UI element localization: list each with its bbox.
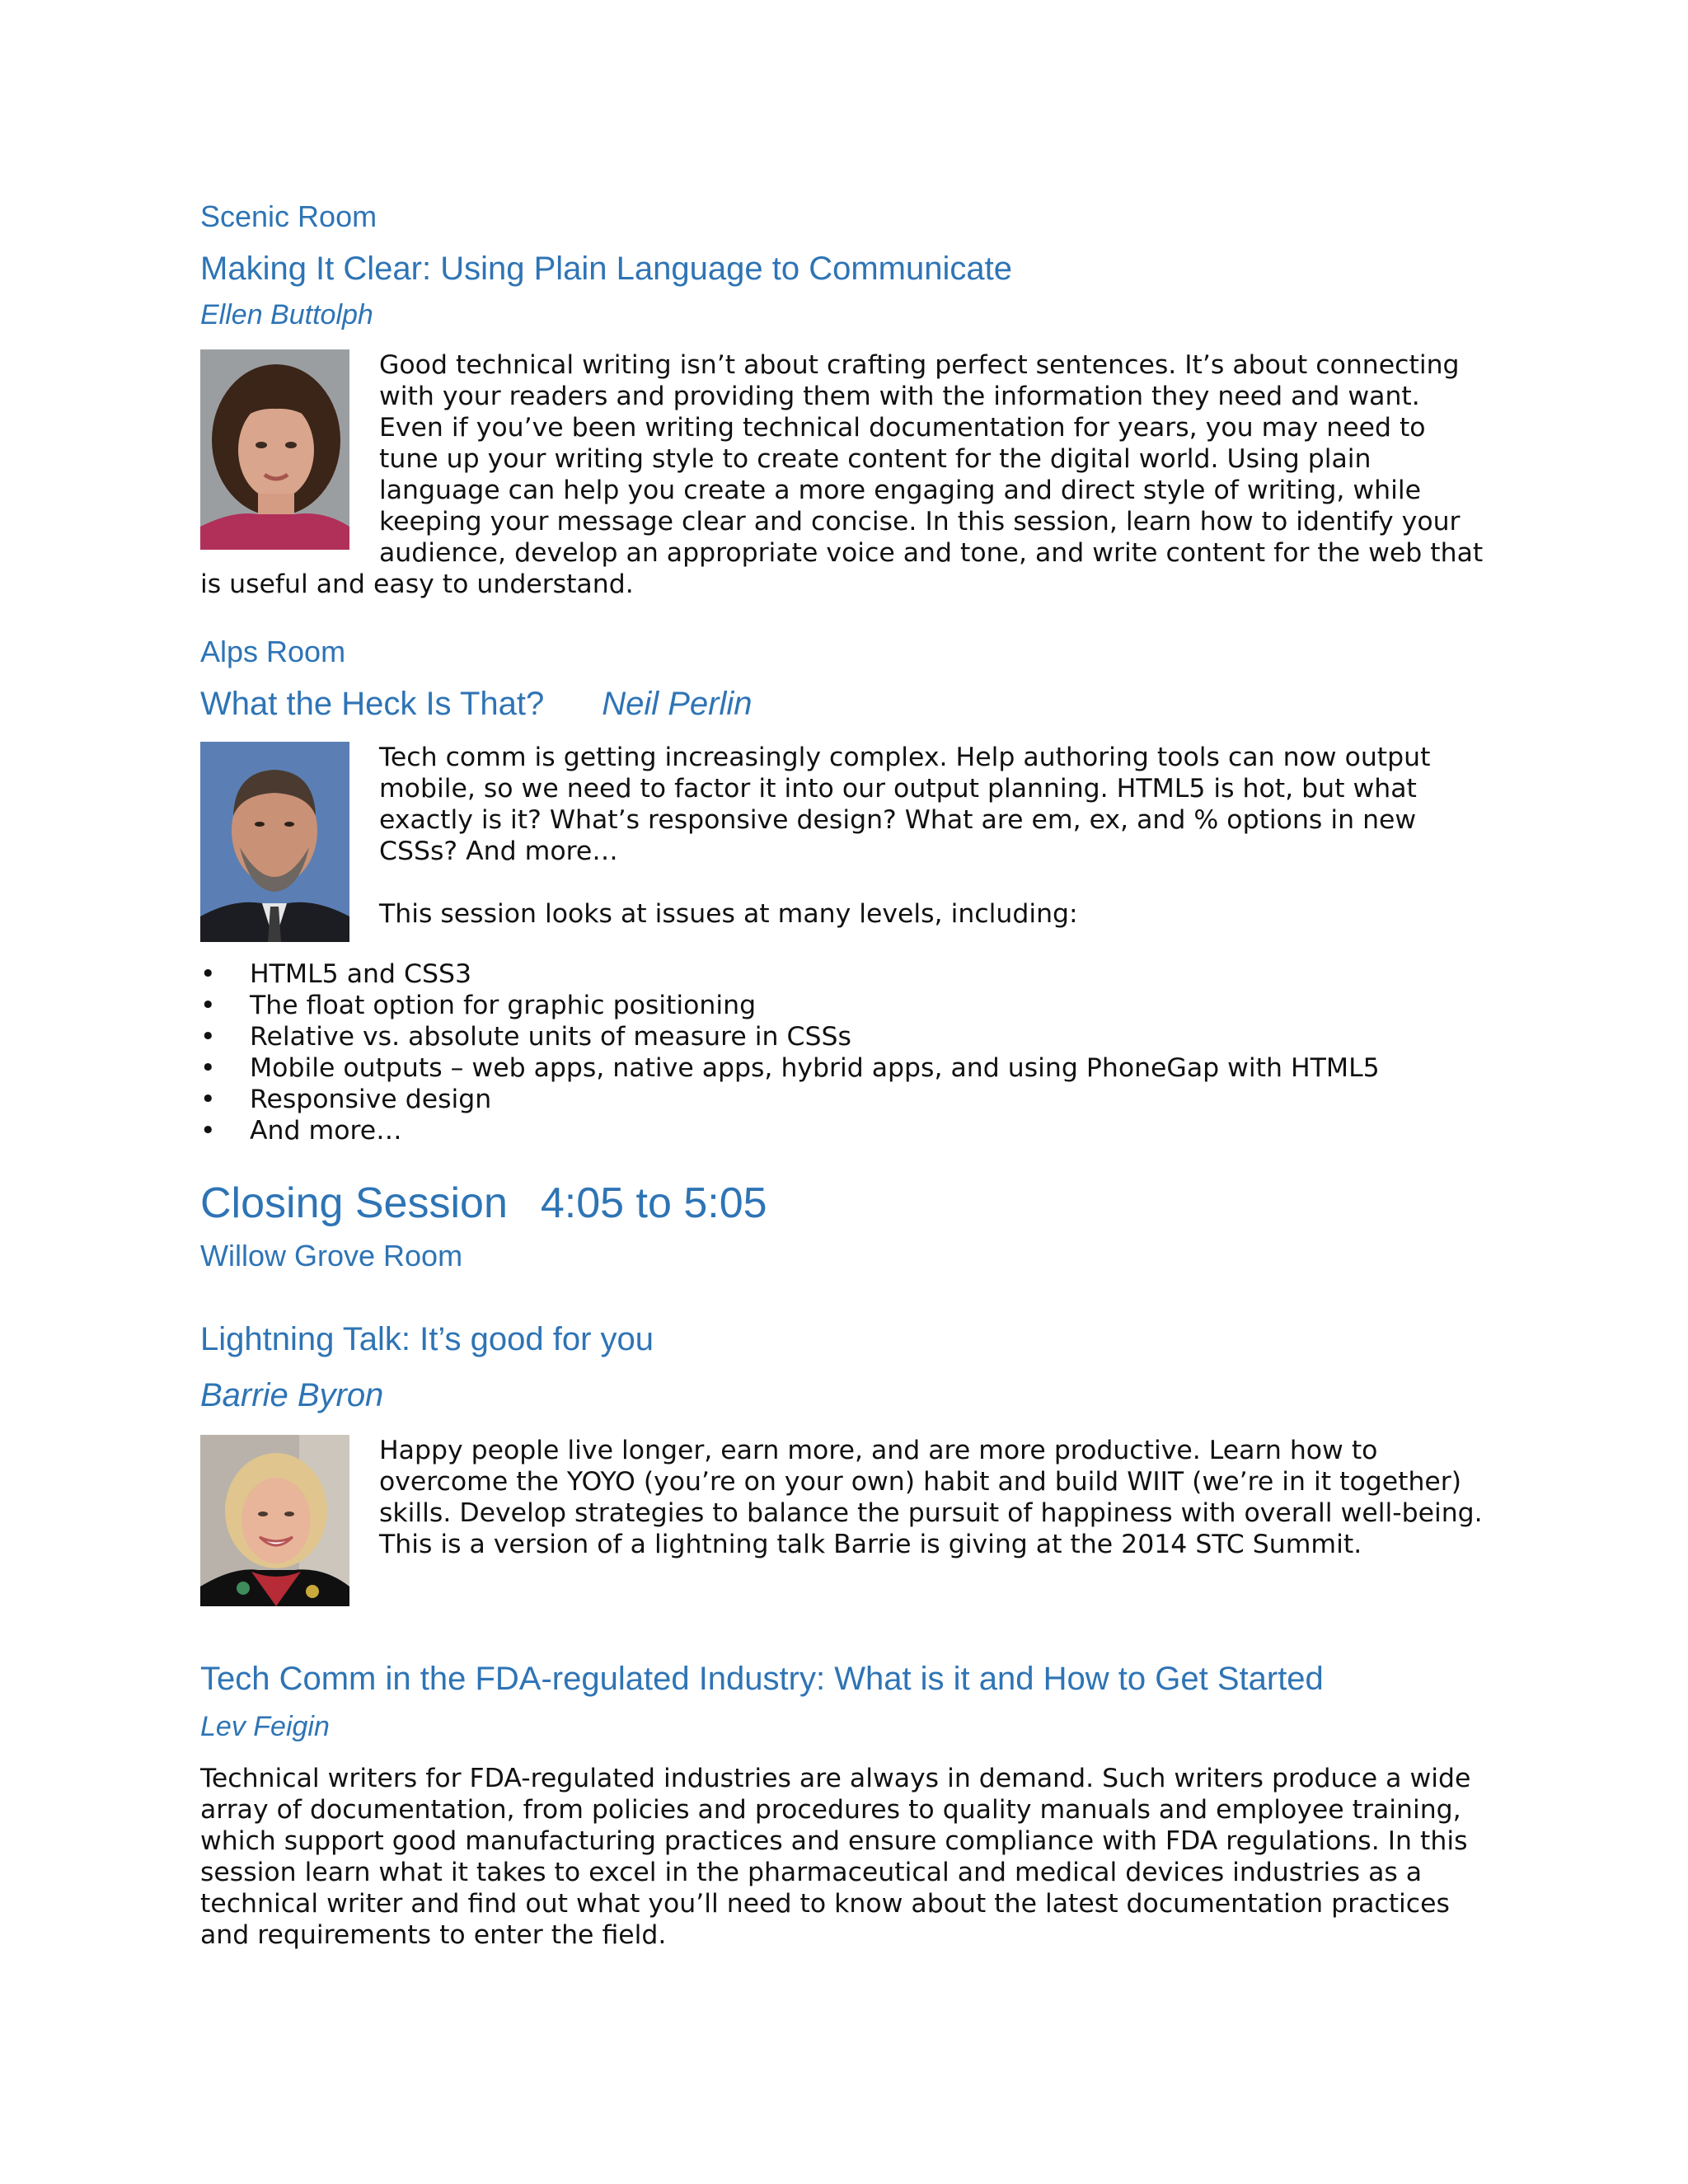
list-item: • The float option for graphic positioning	[200, 990, 1486, 1021]
speaker-photo	[200, 742, 349, 942]
topic-list	[200, 958, 1486, 1146]
session-description: Good technical writing isn’t about crafting perfect sentences. It’s about connecting with your readers and providing them with the information they need and want. Even if you’ve been writing technical documentation for years, you may need to tune up your writing style to create content for the digital world. Using plain language can help you create a more engaging and direct style of writing, while keeping your message clear and concise. In this session, learn how to identify your audience, develop an appropriate voice and tone, and write content for the web that is useful and easy to understand.	[200, 350, 1484, 599]
list-item: • And more…	[200, 1115, 1486, 1146]
document-content	[200, 198, 1486, 1951]
session-title: What the Heck Is That?	[200, 686, 545, 722]
session-title: Lightning Talk: It’s good for you	[200, 1321, 654, 1357]
closing-time: 4:05 to 5:05	[540, 1179, 767, 1227]
speaker-name: Ellen Buttolph	[200, 299, 373, 330]
room-name: Alps Room	[200, 635, 346, 668]
session-title: Tech Comm in the FDA-regulated Industry: What is it and How to Get Started	[200, 1661, 1324, 1697]
speaker-name: Neil Perlin	[602, 686, 753, 722]
speaker-photo	[200, 349, 349, 550]
closing-heading	[200, 1176, 1486, 1230]
closing-title: Closing Session	[200, 1179, 508, 1227]
session-description: Happy people live longer, earn more, and are more productive. Learn how to overcome the YOYO (you’re on your own) habit and build WIIT (we’re in it together) skills. Develop strategies to balance the pursuit of happiness with overall well-being. This is a version of a lightning talk Barrie is giving at the 2014 STC Summit.	[379, 1436, 1483, 1559]
room-name: Scenic Room	[200, 199, 377, 233]
list-item: • Mobile outputs – web apps, native apps, hybrid apps, and using PhoneGap with HTML5	[200, 1052, 1486, 1084]
session-block	[200, 742, 1486, 945]
session-title-row	[200, 682, 1486, 725]
speaker-name: Barrie Byron	[200, 1377, 384, 1413]
room-name: Willow Grove Room	[200, 1239, 463, 1272]
session-title: Making It Clear: Using Plain Language to Communicate	[200, 251, 1012, 287]
session-description: Tech comm is getting increasingly complex. Help authoring tools can now output mobile, so we need to factor it into our output planning. HTML5 is hot, but what exactly is it? What’s responsive design? What are em, ex, and % options in new CSSs? And more…	[379, 743, 1431, 866]
speaker-name: Lev Feigin	[200, 1711, 330, 1742]
list-item: • HTML5 and CSS3	[200, 958, 1486, 990]
session-description: Technical writers for FDA-regulated industries are always in demand. Such writers produce a wide array of documentation, from policies and procedures to quality manuals and employee training, which support good manufacturing practices and ensure compliance with FDA regulations. In this session learn what it takes to excel in the pharmaceutical and medical devices industries as a technical writer and find out what you’ll need to know about the latest documentation practices and requirements to enter the field.	[200, 1764, 1471, 1950]
session-block	[200, 349, 1486, 600]
session-intro: This session looks at issues at many levels, including:	[379, 899, 1078, 929]
list-item: • Responsive design	[200, 1084, 1486, 1115]
list-item: • Relative vs. absolute units of measure in CSSs	[200, 1021, 1486, 1052]
speaker-photo	[200, 1435, 349, 1606]
session-block	[200, 1435, 1486, 1610]
